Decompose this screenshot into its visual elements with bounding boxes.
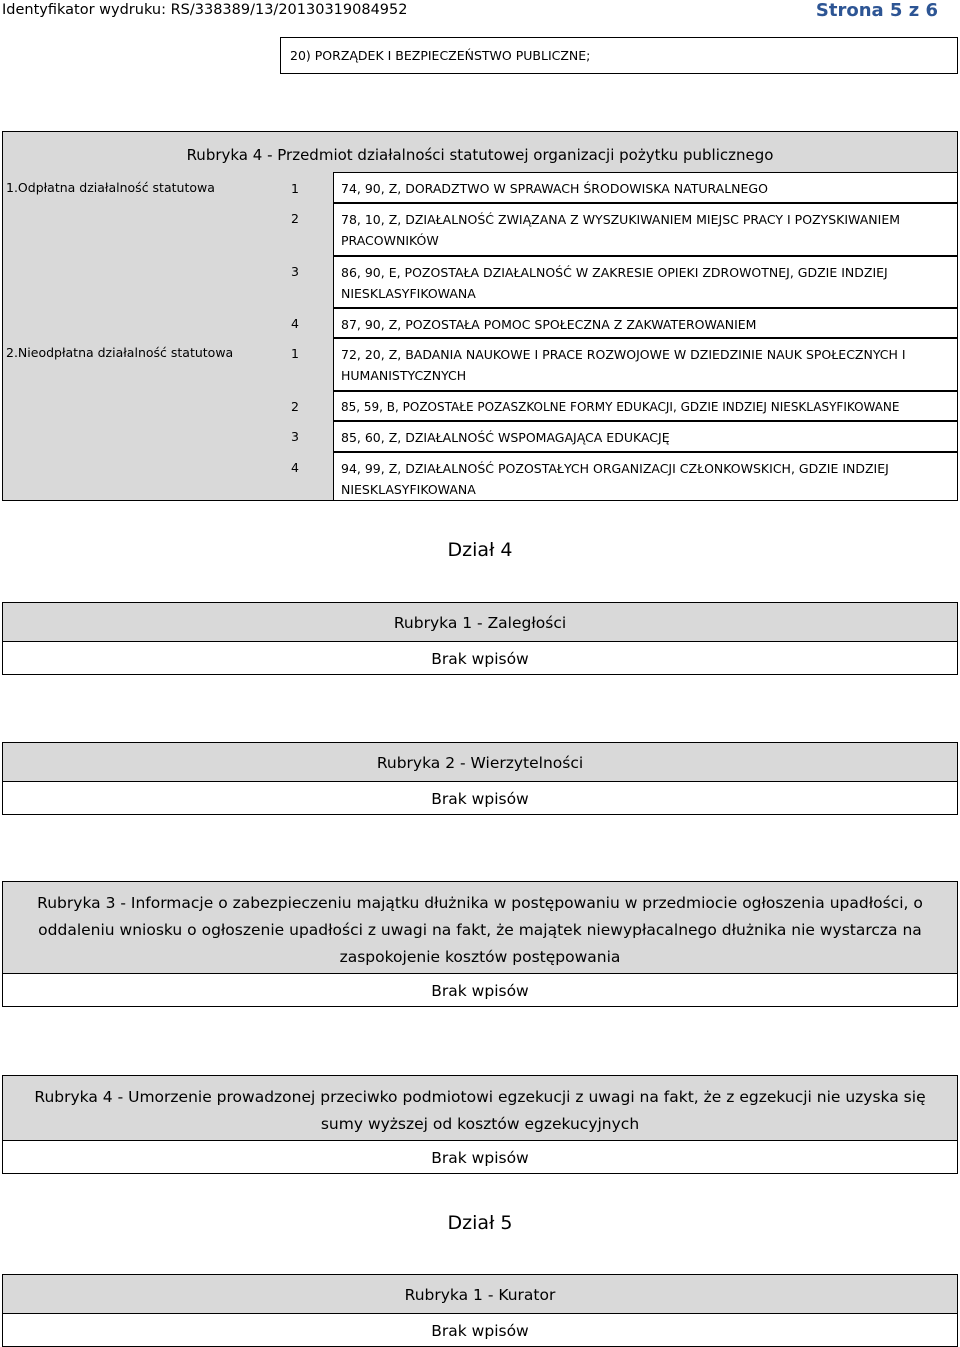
item-number: 4 [291,460,299,475]
rubryka-title: Rubryka 4 - Umorzenie prowadzonej przeciwko podmiotowi egzekucji z uwagi na fakt, że z egzekucji nie uzyska się sumy wyższej od kosztów egzekucyjnych [34,1088,926,1133]
activity-text: 78, 10, Z, DZIAŁALNOŚĆ ZWIĄZANA Z WYSZUKIWANIEM MIEJSC PRACY I POZYSKIWANIEM PRACOWNIKÓW [341,212,900,248]
activity-text: 85, 60, Z, DZIAŁALNOŚĆ WSPOMAGAJĄCA EDUKACJĘ [341,430,670,445]
activity-item [333,452,958,501]
rubryka-body [2,1140,958,1174]
activity-text: 87, 90, Z, POZOSTAŁA POMOC SPOŁECZNA Z ZAKWATEROWANIEM [341,317,757,332]
item-number: 1 [291,346,299,361]
rubryka-body-text: Brak wpisów [431,982,529,1000]
dzial4-title: Dział 4 [447,539,513,561]
activity-item [333,203,958,256]
item-number: 3 [291,429,299,444]
item-number: 3 [291,264,299,279]
rubryka-title: Rubryka 1 - Zaległości [393,614,567,632]
activity-item [333,308,958,338]
rubryka-body-text: Brak wpisów [431,1322,529,1340]
rubryka-title-bar [2,1274,958,1314]
rubryka-title-bar [2,881,958,974]
rubryka-title: Rubryka 1 - Kurator [404,1286,556,1304]
activity-item [333,172,958,203]
rubryka4-title: Rubryka 4 - Przedmiot działalności statutowej organizacji pożytku publicznego [186,146,774,164]
rubryka-title-bar [2,602,958,642]
rubryka-title-bar [2,1075,958,1141]
rubryka-body [2,781,958,815]
rubryka-body [2,641,958,675]
activity-item [333,338,958,391]
public-order-text: 20) PORZĄDEK I BEZPIECZEŃSTWO PUBLICZNE; [290,48,591,63]
rubryka-body-text: Brak wpisów [431,790,529,808]
item-number: 1 [291,181,299,196]
activity-item [333,391,958,421]
rubryka-title: Rubryka 2 - Wierzytelności [376,754,584,772]
activity-item [333,256,958,308]
group-label-1: 1.Odpłatna działalność statutowa [6,180,215,195]
public-order-row [280,37,958,74]
print-identifier: Identyfikator wydruku: RS/338389/13/20130319084952 [2,2,408,18]
dzial5-title: Dział 5 [447,1212,513,1234]
rubryka-body-text: Brak wpisów [431,650,529,668]
activity-text: 72, 20, Z, BADANIA NAUKOWE I PRACE ROZWOJOWE W DZIEDZINIE NAUK SPOŁECZNYCH I HUMANISTYCZNYCH [341,347,906,383]
item-number: 2 [291,211,299,226]
activity-text: 74, 90, Z, DORADZTWO W SPRAWACH ŚRODOWISKA NATURALNEGO [341,181,768,196]
rubryka-title-bar [2,742,958,782]
rubryka-title: Rubryka 3 - Informacje o zabezpieczeniu majątku dłużnika w postępowaniu w przedmiocie ogłoszenia upadłości, o oddaleniu wniosku o ogłoszenie upadłości z uwagi na fakt, że majątek niewypłacalnego dłużnika nie wystarcza na zaspokojenie kosztów postępowania [37,894,923,966]
activity-text: 94, 99, Z, DZIAŁALNOŚĆ POZOSTAŁYCH ORGANIZACJI CZŁONKOWSKICH, GDZIE INDZIEJ NIESKLASYFIKOWANA [341,461,889,497]
item-number: 4 [291,316,299,331]
rubryka-body [2,1313,958,1347]
activity-text: 85, 59, B, POZOSTAŁE POZASZKOLNE FORMY EDUKACJI, GDZIE INDZIEJ NIESKLASYFIKOWANE [341,400,900,414]
group-label-2: 2.Nieodpłatna działalność statutowa [6,345,234,360]
activity-text: 86, 90, E, POZOSTAŁA DZIAŁALNOŚĆ W ZAKRESIE OPIEKI ZDROWOTNEJ, GDZIE INDZIEJ NIESKLASYFIKOWANA [341,265,888,301]
rubryka-body [2,973,958,1007]
activity-item [333,421,958,452]
item-number: 2 [291,399,299,414]
rubryka-body-text: Brak wpisów [431,1149,529,1167]
page-number: Strona 5 z 6 [815,0,938,21]
